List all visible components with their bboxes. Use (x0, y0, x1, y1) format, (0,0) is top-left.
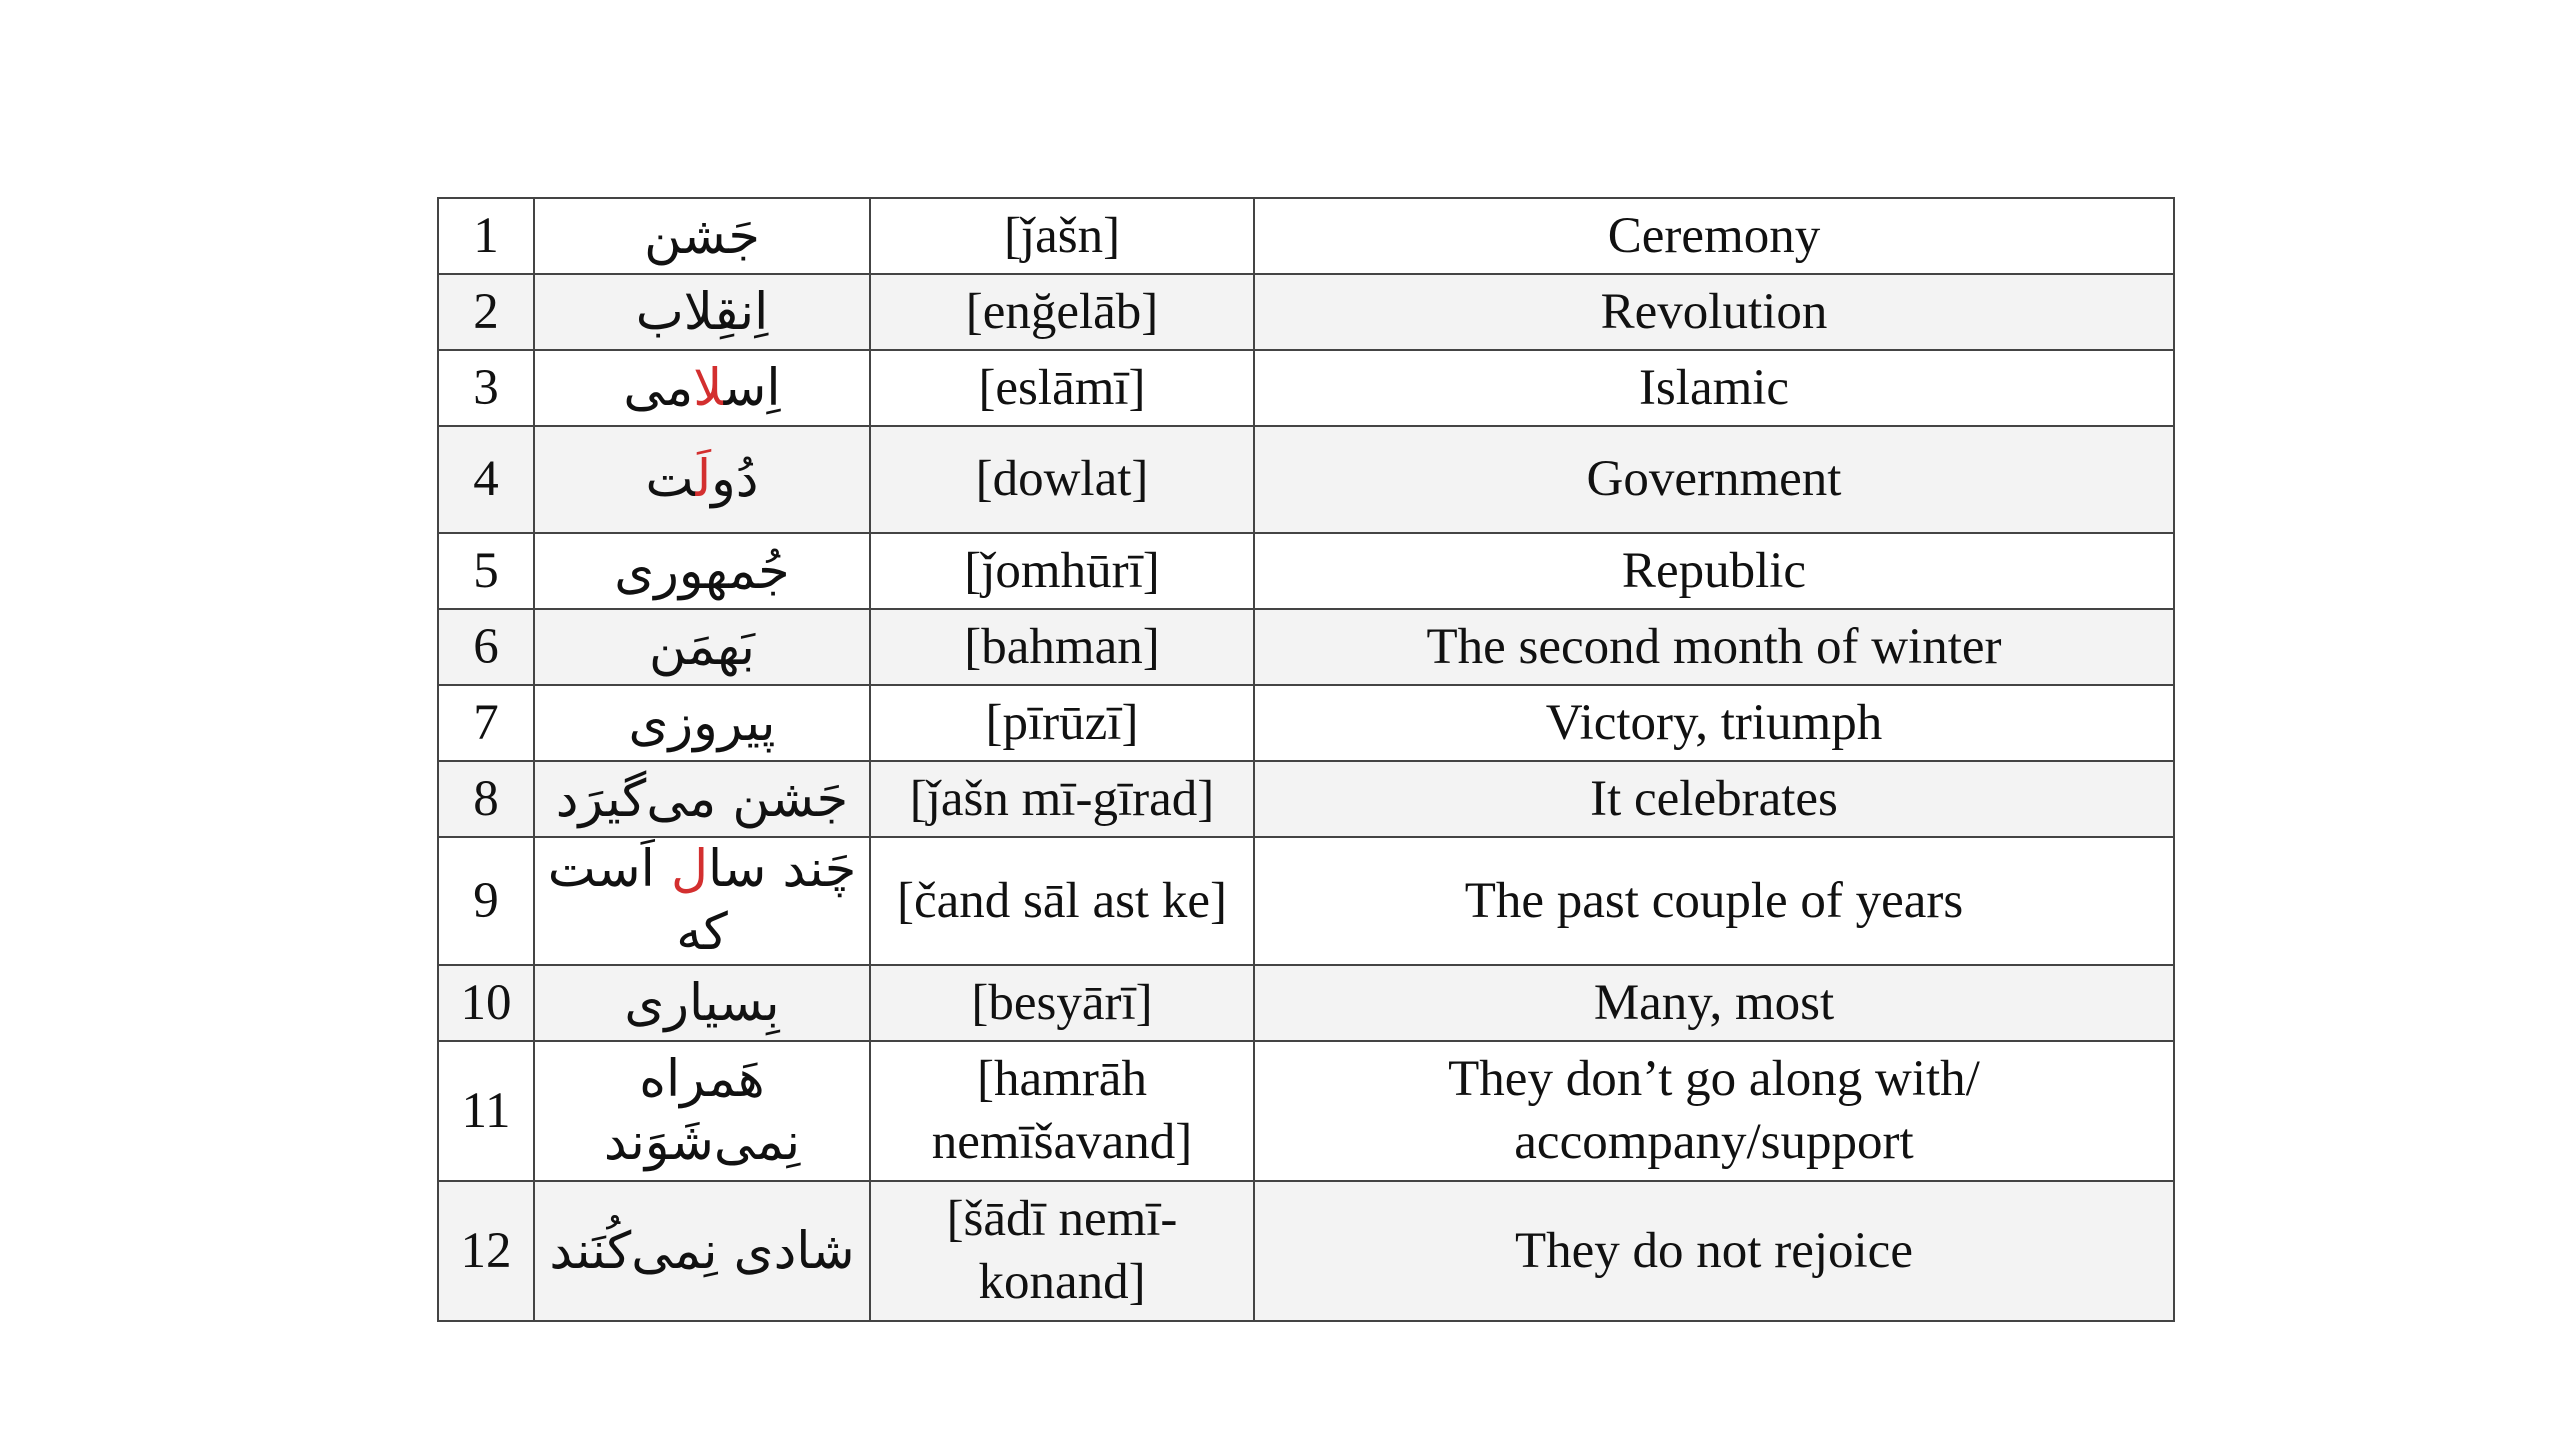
table-row (438, 533, 2174, 609)
row-number: 5 (438, 533, 534, 609)
transliteration: [hamrāh nemīšavand] (870, 1041, 1254, 1181)
row-number: 12 (438, 1181, 534, 1321)
table-row (438, 426, 2174, 533)
transliteration: [šādī nemī-konand] (870, 1181, 1254, 1321)
english-meaning: Government (1254, 426, 2174, 533)
persian-word: دُولَت (534, 426, 870, 533)
transliteration: [čand sāl ast ke] (870, 837, 1254, 965)
transliteration: [dowlat] (870, 426, 1254, 533)
row-number: 7 (438, 685, 534, 761)
english-meaning: Many, most (1254, 965, 2174, 1041)
row-number: 4 (438, 426, 534, 533)
persian-word: بِسیاری (534, 965, 870, 1041)
transliteration: [eslāmī] (870, 350, 1254, 426)
row-number: 8 (438, 761, 534, 837)
persian-word: جَشن می‌گیرَد (534, 761, 870, 837)
row-number: 10 (438, 965, 534, 1041)
english-meaning: Ceremony (1254, 198, 2174, 274)
table-row (438, 1041, 2174, 1181)
transliteration: [bahman] (870, 609, 1254, 685)
table-row (438, 350, 2174, 426)
persian-word: پیروزی (534, 685, 870, 761)
transliteration: [ǰašn] (870, 198, 1254, 274)
row-number: 3 (438, 350, 534, 426)
row-number: 1 (438, 198, 534, 274)
english-meaning: The past couple of years (1254, 837, 2174, 965)
table-row (438, 761, 2174, 837)
table-row (438, 274, 2174, 350)
transliteration: [ǰomhūrī] (870, 533, 1254, 609)
english-meaning: It celebrates (1254, 761, 2174, 837)
table-row (438, 685, 2174, 761)
persian-word: چَند سال اَست که (534, 837, 870, 965)
english-meaning: They don’t go along with/ accompany/support (1254, 1041, 2174, 1181)
english-meaning: Victory, triumph (1254, 685, 2174, 761)
persian-word: هَمراه نِمی‌شَوَند (534, 1041, 870, 1181)
english-meaning: Republic (1254, 533, 2174, 609)
row-number: 9 (438, 837, 534, 965)
english-meaning: The second month of winter (1254, 609, 2174, 685)
persian-word: جَشن (534, 198, 870, 274)
persian-word: اِسلامی (534, 350, 870, 426)
table-row (438, 609, 2174, 685)
table-row (438, 837, 2174, 965)
transliteration: [ǰašn mī-gīrad] (870, 761, 1254, 837)
persian-word: بَهمَن (534, 609, 870, 685)
row-number: 2 (438, 274, 534, 350)
persian-word: اِنقِلاب (534, 274, 870, 350)
persian-word: جُمهوری (534, 533, 870, 609)
transliteration: [enğelāb] (870, 274, 1254, 350)
transliteration: [pīrūzī] (870, 685, 1254, 761)
english-meaning: Revolution (1254, 274, 2174, 350)
vocabulary-table (437, 197, 2175, 1322)
table-row (438, 965, 2174, 1041)
english-meaning: They do not rejoice (1254, 1181, 2174, 1321)
row-number: 6 (438, 609, 534, 685)
table-row (438, 1181, 2174, 1321)
table-row (438, 198, 2174, 274)
row-number: 11 (438, 1041, 534, 1181)
english-meaning: Islamic (1254, 350, 2174, 426)
persian-word: شادی نِمی‌کُنَند (534, 1181, 870, 1321)
transliteration: [besyārī] (870, 965, 1254, 1041)
